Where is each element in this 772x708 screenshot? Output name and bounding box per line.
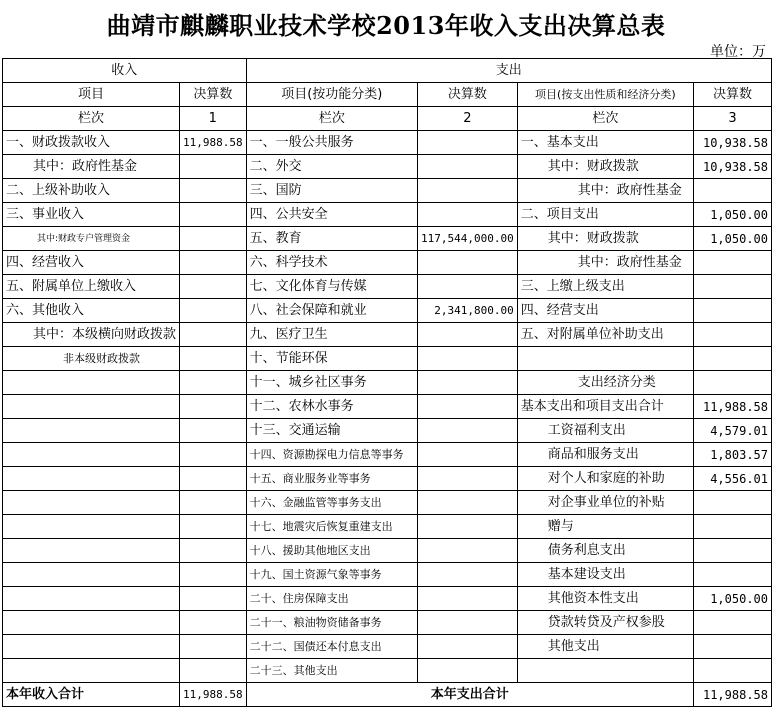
func-amount-cell [418, 347, 518, 371]
econ-item-cell: 贷款转贷及产权参股 [517, 611, 693, 635]
income-amount-cell [180, 179, 247, 203]
totals-row [3, 683, 772, 707]
table-row [3, 179, 772, 203]
econ-amount-cell [693, 371, 771, 395]
table-row [3, 419, 772, 443]
table-row [3, 491, 772, 515]
econ-amount-cell: 10,938.58 [693, 155, 771, 179]
func-item-cell: 十一、城乡社区事务 [246, 371, 417, 395]
func-amount-cell [418, 203, 518, 227]
econ-amount-cell [693, 179, 771, 203]
income-amount-cell [180, 539, 247, 563]
econ-item-cell [517, 659, 693, 683]
income-amount-cell [180, 419, 247, 443]
func-amount-cell [418, 371, 518, 395]
econ-item-cell: 其中：财政拨款 [517, 155, 693, 179]
econ-item-header: 项目(按支出性质和经济分类) [517, 83, 693, 107]
row-label-cell: 栏次 [246, 107, 417, 131]
income-item-cell [3, 635, 180, 659]
func-amount-header: 决算数 [418, 83, 518, 107]
func-item-cell: 八、社会保障和就业 [246, 299, 417, 323]
income-amount-cell [180, 395, 247, 419]
econ-amount-cell [693, 251, 771, 275]
func-item-cell: 十五、商业服务业等事务 [246, 467, 417, 491]
table-row [3, 275, 772, 299]
econ-item-cell: 工资福利支出 [517, 419, 693, 443]
econ-amount-cell [693, 539, 771, 563]
income-item-cell: 三、事业收入 [3, 203, 180, 227]
func-item-cell: 十六、金融监管等事务支出 [246, 491, 417, 515]
econ-amount-cell [693, 563, 771, 587]
econ-amount-cell [693, 299, 771, 323]
table-row [3, 347, 772, 371]
income-item-cell: 其中：政府性基金 [3, 155, 180, 179]
econ-item-cell: 三、上缴上级支出 [517, 275, 693, 299]
func-amount-cell [418, 491, 518, 515]
func-amount-cell [418, 635, 518, 659]
income-amount-cell [180, 227, 247, 251]
econ-amount-cell [693, 515, 771, 539]
table-row [3, 323, 772, 347]
income-total-label: 本年收入合计 [3, 683, 180, 707]
income-amount-cell [180, 347, 247, 371]
table-row [3, 227, 772, 251]
expense-section-header: 支出 [246, 59, 771, 83]
func-amount-cell [418, 443, 518, 467]
func-item-cell: 十四、资源勘探电力信息等事务 [246, 443, 417, 467]
econ-item-cell: 二、项目支出 [517, 203, 693, 227]
income-item-cell: 五、附属单位上缴收入 [3, 275, 180, 299]
income-amount-header: 决算数 [180, 83, 247, 107]
func-amount-cell [418, 251, 518, 275]
income-item-cell [3, 515, 180, 539]
func-item-cell: 七、文化体育与传媒 [246, 275, 417, 299]
func-item-cell: 十七、地震灾后恢复重建支出 [246, 515, 417, 539]
econ-amount-cell [693, 659, 771, 683]
func-amount-cell [418, 563, 518, 587]
col-number-3: 3 [693, 107, 771, 131]
econ-item-cell [517, 347, 693, 371]
table-row [3, 155, 772, 179]
func-amount-cell [418, 659, 518, 683]
income-item-cell: 一、财政拨款收入 [3, 131, 180, 155]
econ-amount-cell [693, 347, 771, 371]
income-amount-cell [180, 323, 247, 347]
row-label-cell: 栏次 [3, 107, 180, 131]
income-item-cell [3, 371, 180, 395]
row-label-cell: 栏次 [517, 107, 693, 131]
table-row [3, 611, 772, 635]
econ-item-cell: 其中：财政拨款 [517, 227, 693, 251]
income-item-cell [3, 491, 180, 515]
income-item-cell [3, 467, 180, 491]
econ-item-cell: 四、经营支出 [517, 299, 693, 323]
col-number-2: 2 [418, 107, 518, 131]
func-amount-cell [418, 323, 518, 347]
table-row [3, 563, 772, 587]
econ-item-cell: 五、对附属单位补助支出 [517, 323, 693, 347]
income-amount-cell [180, 275, 247, 299]
func-amount-cell [418, 587, 518, 611]
income-section-header: 收入 [3, 59, 247, 83]
income-item-cell [3, 563, 180, 587]
econ-amount-cell [693, 635, 771, 659]
income-total-value: 11,988.58 [180, 683, 247, 707]
econ-amount-cell: 11,988.58 [693, 395, 771, 419]
econ-amount-cell: 1,050.00 [693, 203, 771, 227]
income-amount-cell [180, 467, 247, 491]
income-item-header: 项目 [3, 83, 180, 107]
func-amount-cell [418, 275, 518, 299]
table-row [3, 443, 772, 467]
func-amount-cell [418, 395, 518, 419]
econ-amount-cell [693, 491, 771, 515]
expense-total-value: 11,988.58 [693, 683, 771, 707]
econ-amount-cell [693, 611, 771, 635]
func-item-cell: 二十一、粮油物资储备事务 [246, 611, 417, 635]
func-amount-cell: 117,544,000.00 [418, 227, 518, 251]
income-item-cell: 四、经营收入 [3, 251, 180, 275]
table-row [3, 539, 772, 563]
col-number-1: 1 [180, 107, 247, 131]
income-item-cell: 六、其他收入 [3, 299, 180, 323]
table-row [3, 395, 772, 419]
table-row [3, 131, 772, 155]
func-amount-cell [418, 611, 518, 635]
econ-item-cell: 赠与 [517, 515, 693, 539]
func-item-cell: 九、医疗卫生 [246, 323, 417, 347]
income-amount-cell [180, 155, 247, 179]
table-row [3, 467, 772, 491]
income-item-cell [3, 419, 180, 443]
unit-label: 单位：万 [710, 44, 766, 60]
func-amount-cell [418, 419, 518, 443]
func-amount-cell [418, 539, 518, 563]
econ-item-cell: 其中：政府性基金 [517, 251, 693, 275]
income-amount-cell: 11,988.58 [180, 131, 247, 155]
econ-item-cell: 其他支出 [517, 635, 693, 659]
income-amount-cell [180, 203, 247, 227]
income-amount-cell [180, 371, 247, 395]
func-item-cell: 五、教育 [246, 227, 417, 251]
income-amount-cell [180, 611, 247, 635]
econ-item-cell: 对企事业单位的补贴 [517, 491, 693, 515]
budget-table [2, 58, 772, 707]
econ-item-cell: 其中：政府性基金 [517, 179, 693, 203]
income-amount-cell [180, 443, 247, 467]
income-amount-cell [180, 635, 247, 659]
func-item-cell: 十三、交通运输 [246, 419, 417, 443]
table-row [3, 251, 772, 275]
func-item-cell: 十八、援助其他地区支出 [246, 539, 417, 563]
table-row [3, 635, 772, 659]
func-item-cell: 二十三、其他支出 [246, 659, 417, 683]
func-amount-cell [418, 131, 518, 155]
econ-amount-cell [693, 323, 771, 347]
income-amount-cell [180, 299, 247, 323]
func-item-cell: 十、节能环保 [246, 347, 417, 371]
table-row [3, 203, 772, 227]
income-item-cell [3, 539, 180, 563]
income-item-cell [3, 659, 180, 683]
table-row [3, 587, 772, 611]
func-item-cell: 四、公共安全 [246, 203, 417, 227]
table-row [3, 659, 772, 683]
func-amount-cell [418, 515, 518, 539]
income-item-cell: 其中：本级横向财政拨款 [3, 323, 180, 347]
econ-amount-cell: 10,938.58 [693, 131, 771, 155]
income-item-cell: 非本级财政拨款 [3, 347, 180, 371]
table-row [3, 515, 772, 539]
econ-amount-header: 决算数 [693, 83, 771, 107]
table-row [3, 299, 772, 323]
func-amount-cell [418, 179, 518, 203]
func-item-header: 项目(按功能分类) [246, 83, 417, 107]
econ-item-cell: 基本建设支出 [517, 563, 693, 587]
income-amount-cell [180, 515, 247, 539]
econ-item-cell: 基本支出和项目支出合计 [517, 395, 693, 419]
report-title: 曲靖市麒麟职业技术学校2013年收入支出决算总表 [106, 11, 666, 40]
econ-amount-cell: 4,579.01 [693, 419, 771, 443]
func-item-cell: 三、国防 [246, 179, 417, 203]
func-amount-cell [418, 467, 518, 491]
income-item-cell: 二、上级补助收入 [3, 179, 180, 203]
func-item-cell: 二十、住房保障支出 [246, 587, 417, 611]
func-item-cell: 十九、国土资源气象等事务 [246, 563, 417, 587]
income-item-cell [3, 611, 180, 635]
income-item-cell [3, 395, 180, 419]
income-amount-cell [180, 587, 247, 611]
econ-item-cell: 一、基本支出 [517, 131, 693, 155]
income-amount-cell [180, 659, 247, 683]
econ-amount-cell: 1,050.00 [693, 587, 771, 611]
func-item-cell: 一、一般公共服务 [246, 131, 417, 155]
func-amount-cell [418, 155, 518, 179]
func-item-cell: 二、外交 [246, 155, 417, 179]
func-item-cell: 六、科学技术 [246, 251, 417, 275]
econ-item-cell: 债务利息支出 [517, 539, 693, 563]
econ-item-cell: 商品和服务支出 [517, 443, 693, 467]
econ-amount-cell: 4,556.01 [693, 467, 771, 491]
income-amount-cell [180, 563, 247, 587]
table-row [3, 371, 772, 395]
func-item-cell: 十二、农林水事务 [246, 395, 417, 419]
func-item-cell: 二十二、国债还本付息支出 [246, 635, 417, 659]
expense-total-label: 本年支出合计 [246, 683, 693, 707]
income-item-cell [3, 443, 180, 467]
econ-amount-cell: 1,050.00 [693, 227, 771, 251]
econ-item-cell: 支出经济分类 [517, 371, 693, 395]
econ-item-cell: 其他资本性支出 [517, 587, 693, 611]
func-amount-cell: 2,341,800.00 [418, 299, 518, 323]
income-amount-cell [180, 251, 247, 275]
income-item-cell [3, 587, 180, 611]
econ-amount-cell [693, 275, 771, 299]
econ-item-cell: 对个人和家庭的补助 [517, 467, 693, 491]
income-item-cell: 其中:财政专户管理资金 [3, 227, 180, 251]
econ-amount-cell: 1,803.57 [693, 443, 771, 467]
income-amount-cell [180, 491, 247, 515]
